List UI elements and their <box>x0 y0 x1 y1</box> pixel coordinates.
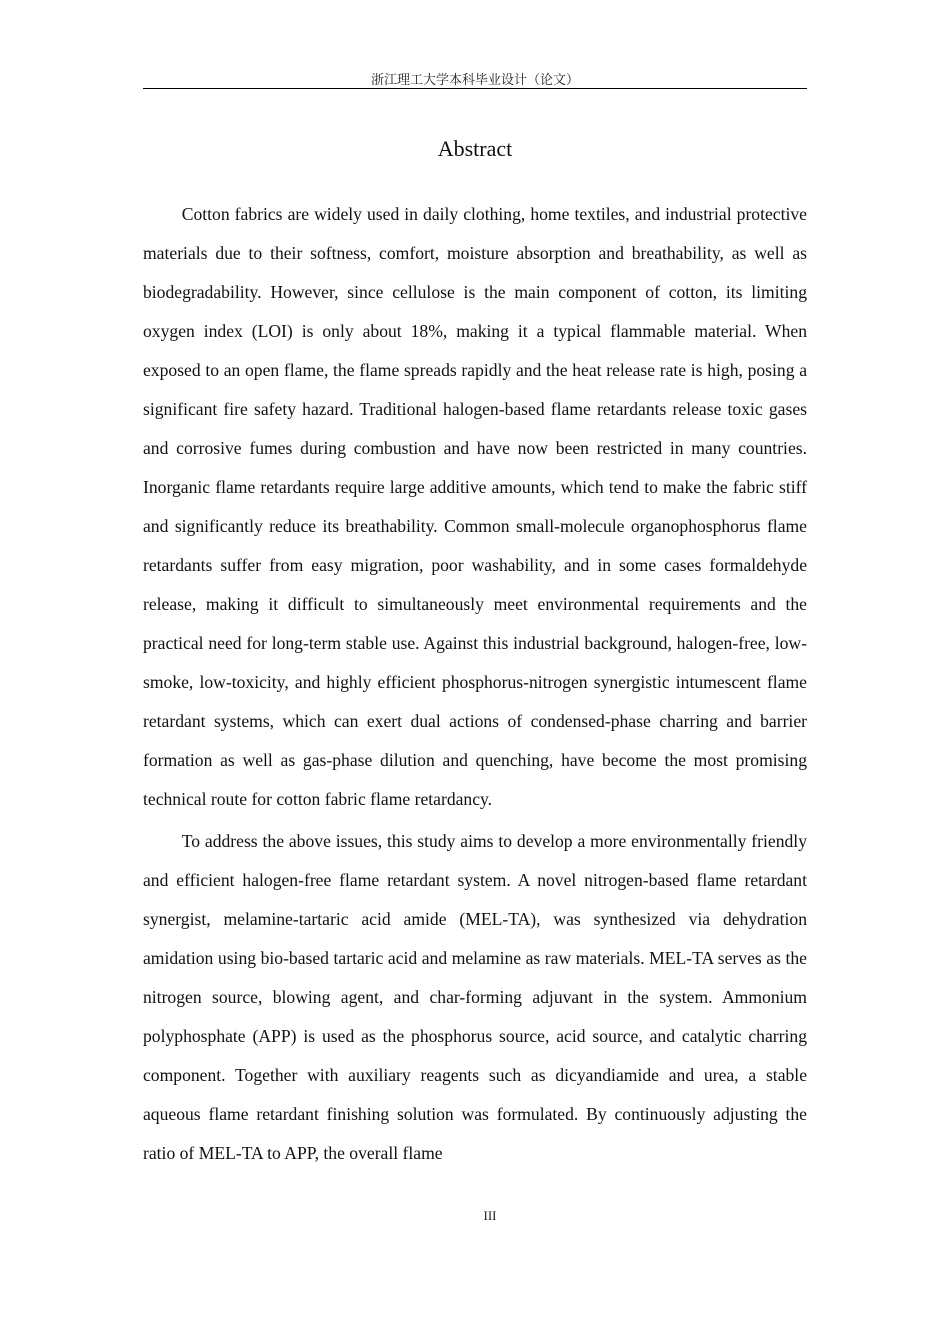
page-number: III <box>483 1208 497 1223</box>
running-header: 浙江理工大学本科毕业设计（论文） <box>143 72 807 89</box>
abstract-body <box>143 195 807 1176</box>
paragraph-2: To address the above issues, this study aims to develop a more environmentally friendly and efficient halogen-free flame retardant system. A novel nitrogen-based flame retardant synergist, melamine-tartaric acid amide (MEL-TA), was synthesized via dehydration amidation using bio-based tartaric acid and melamine as raw materials. MEL-TA serves as the nitrogen source, blowing agent, and char-forming adjuvant in the system. Ammonium polyphosphate (APP) is used as the phosphorus source, acid source, and catalytic charring component. Together with auxiliary reagents such as dicyandiamide and urea, a stable aqueous flame retardant finishing solution was formulated. By continuously adjusting the ratio of MEL-TA to APP, the overall flame <box>143 831 807 1163</box>
page-title: Abstract <box>437 136 513 161</box>
paragraph-1: Cotton fabrics are widely used in daily clothing, home textiles, and industrial protective materials due to their softness, comfort, moisture absorption and breathability, as well as biodegradability. However, since cellulose is the main component of cotton, its limiting oxygen index (LOI) is only about 18%, making it a typical flammable material. When exposed to an open flame, the flame spreads rapidly and the heat release rate is high, posing a significant fire safety hazard. Traditional halogen-based flame retardants release toxic gases and corrosive fumes during combustion and have now been restricted in many countries. Inorganic flame retardants require large additive amounts, which tend to make the fabric stiff and significantly reduce its breathability. Common small-molecule organophosphorus flame retardants suffer from easy migration, poor washability, and in some cases formaldehyde release, making it difficult to simultaneously meet environmental requirements and the practical need for long-term stable use. Against this industrial background, halogen-free, low-smoke, low-toxicity, and highly efficient phosphorus-nitrogen synergistic intumescent flame retardant systems, which can exert dual actions of condensed-phase charring and barrier formation as well as gas-phase dilution and quenching, have become the most promising technical route for cotton fabric flame retardancy. <box>143 204 807 809</box>
